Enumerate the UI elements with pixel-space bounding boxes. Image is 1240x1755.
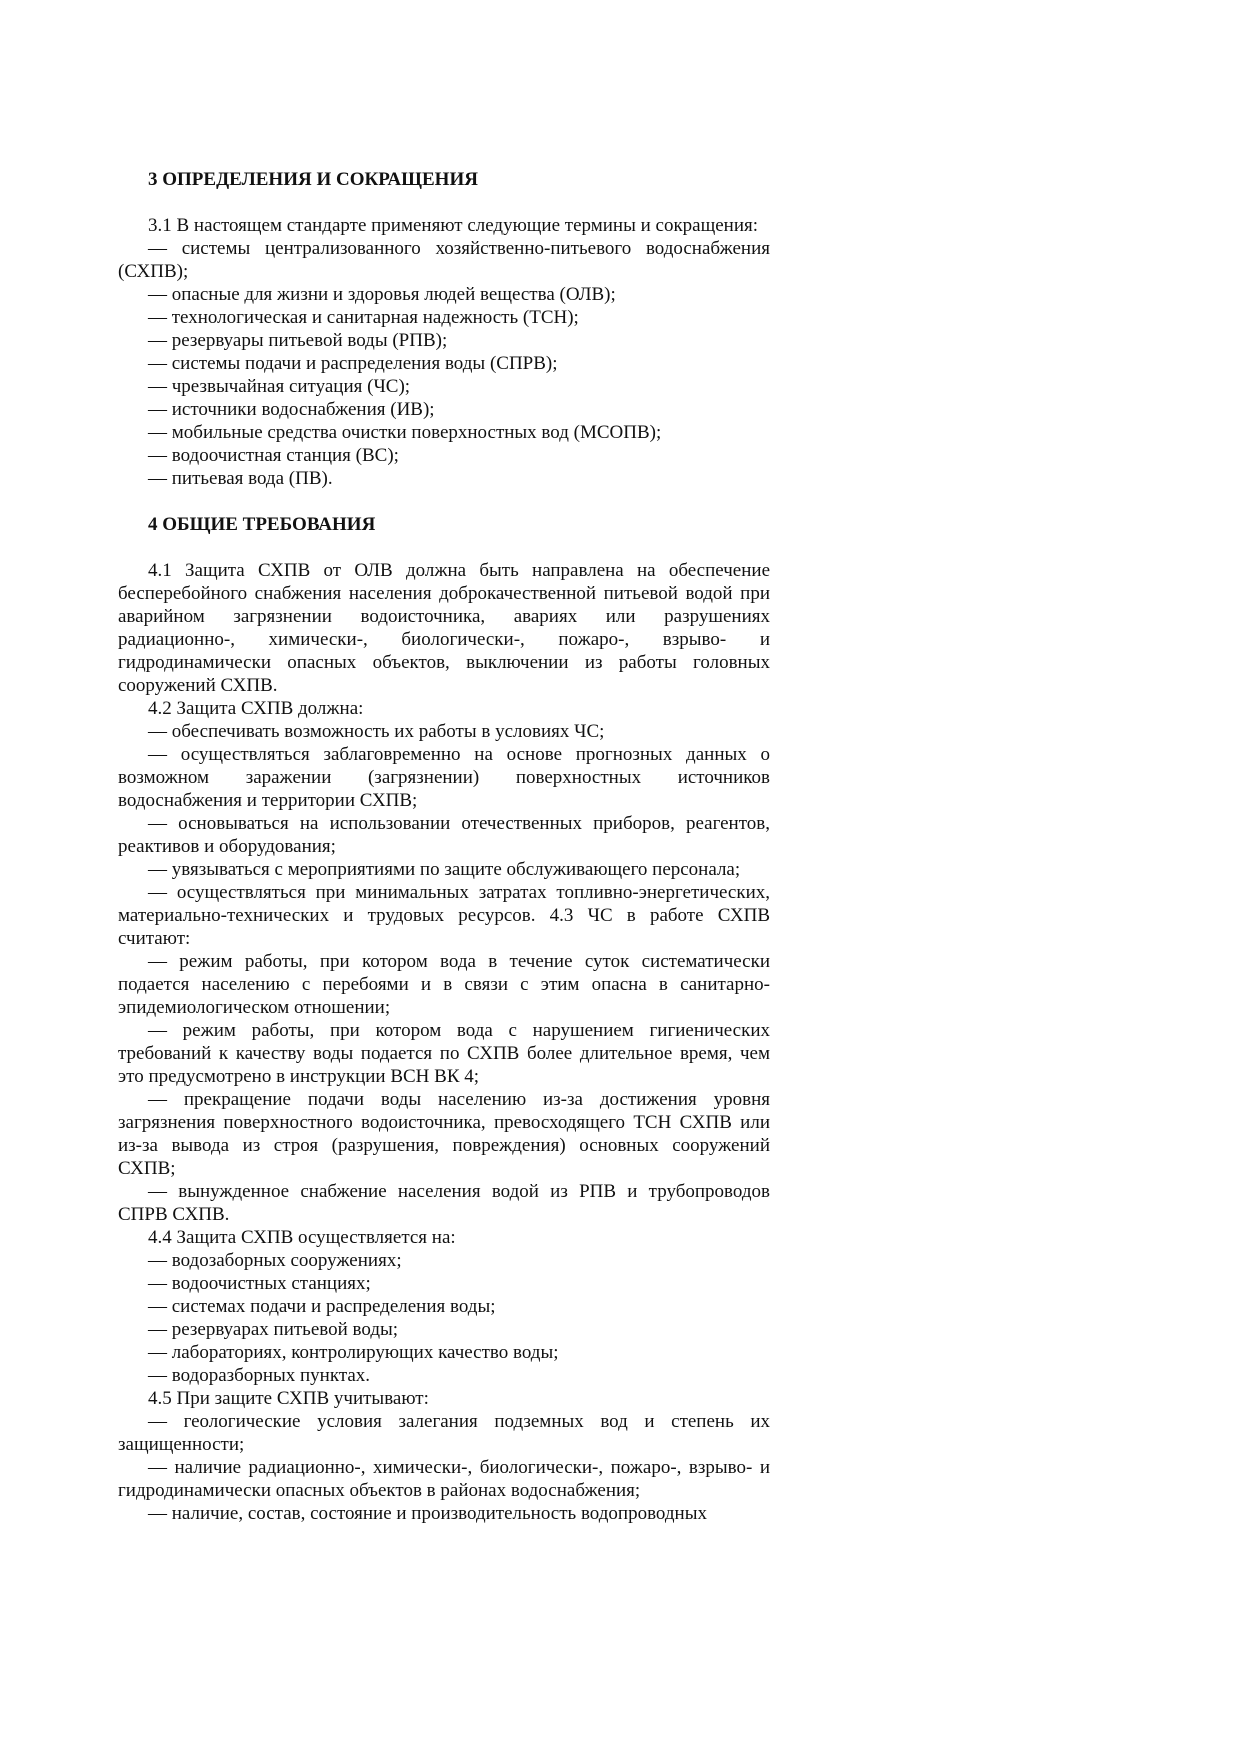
definition-item: — чрезвычайная ситуация (ЧС); <box>148 376 411 397</box>
paragraph-4-5: 4.5 При защите СХПВ учитывают: <box>148 1388 429 1409</box>
definition-item: — опасные для жизни и здоровья людей вещества (ОЛВ); <box>148 284 616 305</box>
section-4-heading: 4 ОБЩИЕ ТРЕБОВАНИЯ <box>148 514 376 535</box>
consideration-item: — наличие, состав, состояние и производительность водопроводных <box>148 1503 707 1524</box>
protection-site-item: — водозаборных сооружениях; <box>148 1250 402 1271</box>
emergency-mode-item: — режим работы, при котором вода в течение суток систематически подается населению с перебоями и в связи с этим опасна в санитарно-эпидемиологическом отношении; <box>118 951 770 1018</box>
protection-site-item: — водоочистных станциях; <box>148 1273 371 1294</box>
requirement-item: — осуществляться при минимальных затратах топливно-энергетических, материально-технических и трудовых ресурсов. 4.3 ЧС в работе СХПВ считают: <box>118 882 770 949</box>
definition-item: — водоочистная станция (ВС); <box>148 445 399 466</box>
requirement-item: — обеспечивать возможность их работы в условиях ЧС; <box>148 721 605 742</box>
protection-site-item: — резервуарах питьевой воды; <box>148 1319 399 1340</box>
paragraph-4-2: 4.2 Защита СХПВ должна: <box>148 698 364 719</box>
emergency-mode-item: — вынужденное снабжение населения водой из РПВ и трубопроводов СПРВ СХПВ. <box>118 1181 770 1225</box>
requirement-item: — осуществляться заблаговременно на основе прогнозных данных о возможном заражении (загрязнении) поверхностных источников водоснабжения и территории СХПВ; <box>118 744 770 811</box>
definition-item: — мобильные средства очистки поверхностных вод (МСОПВ); <box>148 422 662 443</box>
definition-item: — источники водоснабжения (ИВ); <box>148 399 435 420</box>
consideration-item: — геологические условия залегания подземных вод и степень их защищенности; <box>118 1411 770 1455</box>
document-body <box>118 168 770 1525</box>
paragraph-4-4: 4.4 Защита СХПВ осуществляется на: <box>148 1227 456 1248</box>
paragraph-4-1: 4.1 Защита СХПВ от ОЛВ должна быть направлена на обеспечение бесперебойного снабжения населения доброкачественной питьевой водой при аварийном загрязнении водоисточника, авариях или разрушениях радиационно-, химически-, биологически-, пожаро-, взрыво- и гидродинамически опасных объектов, выключении из работы головных сооружений СХПВ. <box>118 560 770 696</box>
requirement-item: — увязываться с мероприятиями по защите обслуживающего персонала; <box>148 859 741 880</box>
definition-item: — питьевая вода (ПВ). <box>148 468 333 489</box>
requirement-item: — основываться на использовании отечественных приборов, реагентов, реактивов и оборудования; <box>118 813 770 857</box>
emergency-mode-item: — режим работы, при котором вода с нарушением гигиенических требований к качеству воды подается по СХПВ более длительное время, чем это предусмотрено в инструкции ВСН ВК 4; <box>118 1020 770 1087</box>
definition-item: — технологическая и санитарная надежность (ТСН); <box>148 307 579 328</box>
definition-item: — системы подачи и распределения воды (СПРВ); <box>148 353 558 374</box>
definition-item: — резервуары питьевой воды (РПВ); <box>148 330 448 351</box>
section-3-1-intro: 3.1 В настоящем стандарте применяют следующие термины и сокращения: <box>148 215 759 236</box>
protection-site-item: — системах подачи и распределения воды; <box>148 1296 496 1317</box>
protection-site-item: — лабораториях, контролирующих качество воды; <box>148 1342 559 1363</box>
section-3-heading: 3 ОПРЕДЕЛЕНИЯ И СОКРАЩЕНИЯ <box>148 169 478 190</box>
emergency-mode-item: — прекращение подачи воды населению из-за достижения уровня загрязнения поверхностного водоисточника, превосходящего ТСН СХПВ или из-за вывода из строя (разрушения, повреждения) основных сооружений СХПВ; <box>118 1089 770 1179</box>
consideration-item: — наличие радиационно-, химически-, биологически-, пожаро-, взрыво- и гидродинамически опасных объектов в районах водоснабжения; <box>118 1457 770 1501</box>
protection-site-item: — водоразборных пунктах. <box>148 1365 371 1386</box>
definition-item: — системы централизованного хозяйственно-питьевого водоснабжения (СХПВ); <box>118 238 770 282</box>
